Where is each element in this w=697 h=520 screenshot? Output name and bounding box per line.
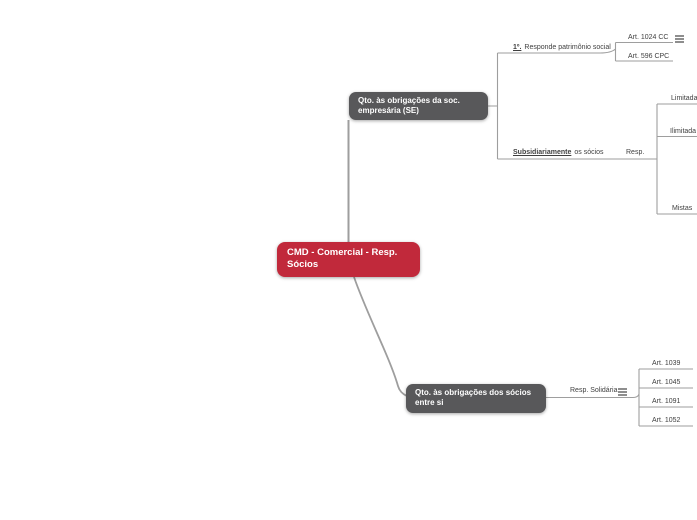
topic-subsidiariamente-rest: os sócios xyxy=(574,149,604,156)
topic-art-596-cpc[interactable]: Art. 596 CPC xyxy=(628,53,670,60)
topic-art-1052[interactable]: Art. 1052 xyxy=(652,417,681,424)
topic-limitada[interactable]: Limitada xyxy=(671,95,697,102)
topic-art-1091[interactable]: Art. 1091 xyxy=(652,398,681,405)
branch-node-se[interactable] xyxy=(349,92,488,120)
topic-responde-patrimonio[interactable] xyxy=(513,44,611,52)
connector-se-subtree xyxy=(487,43,697,215)
topic-responde-rest: Responde patrimônio social xyxy=(524,44,611,51)
root-node[interactable] xyxy=(277,242,420,277)
topic-art-1039[interactable]: Art. 1039 xyxy=(652,360,681,367)
root-node-label-line2: Sócios xyxy=(287,258,319,270)
connector-root-to-socios xyxy=(354,277,407,396)
socios-node-label-line2: entre si xyxy=(415,398,444,407)
topic-ilimitada[interactable]: Ilimitada xyxy=(670,128,697,135)
socios-node-label-line1: Qto. às obrigações dos sócios xyxy=(415,388,532,397)
notes-icon[interactable] xyxy=(675,35,684,43)
se-node-label-line2: empresária (SE) xyxy=(358,106,419,115)
root-node-label-line1: CMD - Comercial - Resp. xyxy=(287,247,398,258)
se-node-label-line1: Qto. às obrigações da soc. xyxy=(358,96,460,105)
notes-icon[interactable] xyxy=(618,388,627,396)
topic-subsidiariamente-lead: Subsidiariamente xyxy=(513,149,572,156)
branch-node-socios[interactable] xyxy=(406,384,546,413)
topic-mistas[interactable]: Mistas xyxy=(672,205,693,212)
topic-resp-solidaria[interactable]: Resp. Solidária xyxy=(570,387,618,394)
topic-responde-lead: 1º. xyxy=(513,44,522,51)
topic-art-1024-cc[interactable]: Art. 1024 CC xyxy=(628,34,669,41)
topic-art-1045[interactable]: Art. 1045 xyxy=(652,379,681,386)
topic-resp[interactable]: Resp. xyxy=(626,149,645,156)
topic-subsidiariamente[interactable] xyxy=(513,149,604,157)
